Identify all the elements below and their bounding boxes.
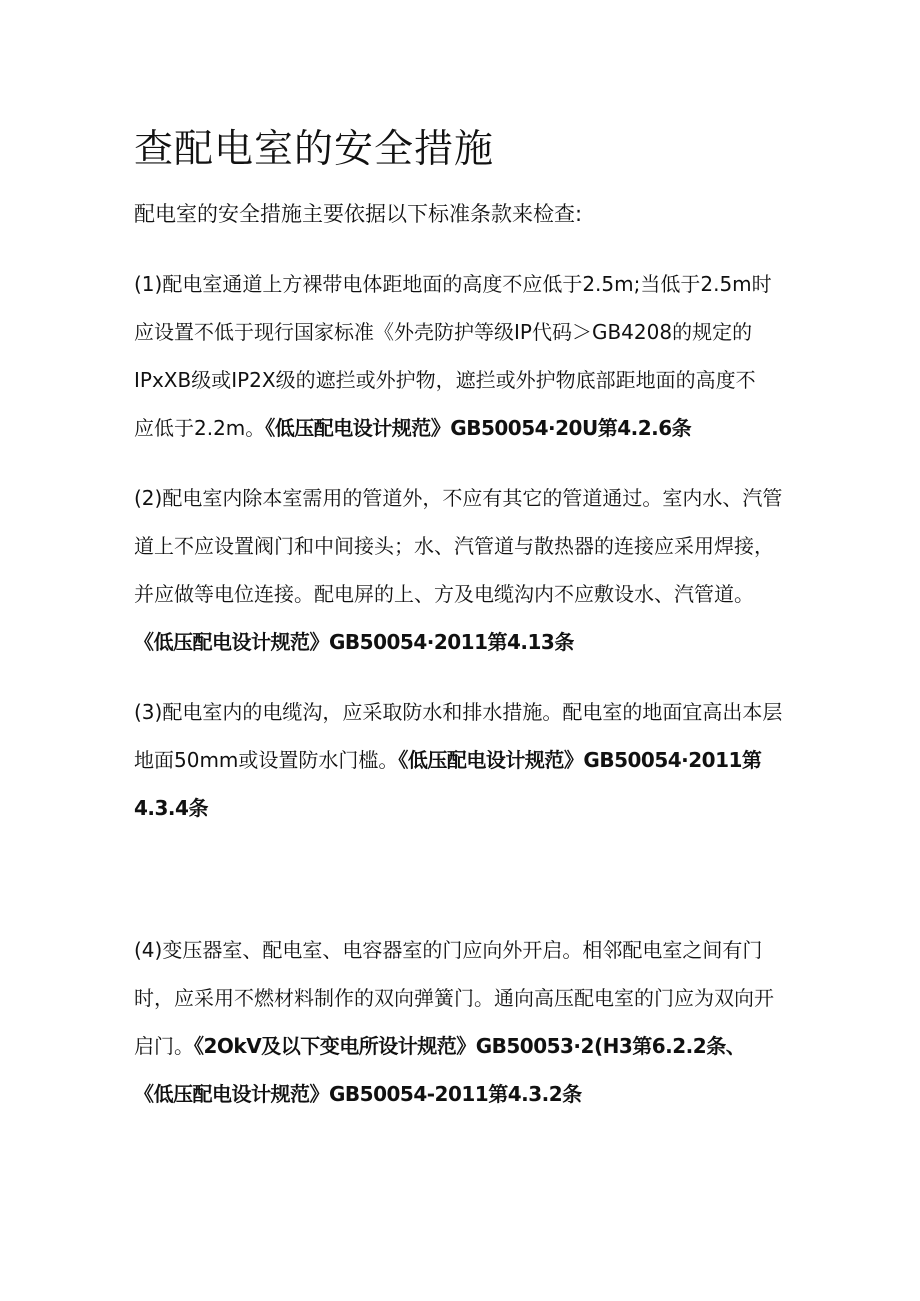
clause-line — [134, 522, 806, 570]
clause-text: (1)配电室通道上方裸带电体距地面的高度不应低于2.5m;当低于2.5m时 — [134, 272, 772, 296]
clause-text: (2)配电室内除本室需用的管道外，不应有其它的管道通过。室内水、汽管 — [134, 486, 783, 510]
standard-reference: 《低压配电设计规范》GB50054-2011第4.3.2条 — [134, 1082, 582, 1106]
clause-text: IPxXB级或IP2X级的遮拦或外护物，遮拦或外护物底部距地面的高度不 — [134, 368, 756, 392]
standard-reference: 《低压配电设计规范》GB50054·2011第 — [398, 748, 762, 772]
clause-line — [134, 926, 806, 974]
standard-reference: 《2OkV及以下变电所设计规范》GB50053·2(H3第6.2.2条、 — [194, 1034, 746, 1058]
clause-2 — [134, 474, 806, 666]
clause-line — [134, 570, 806, 618]
clause-text: 启门。 — [134, 1034, 194, 1058]
clause-line — [134, 356, 806, 404]
clause-line — [134, 688, 806, 736]
clause-line — [134, 974, 806, 1022]
clause-text: 道上不应设置阀门和中间接头；水、汽管道与散热器的连接应采用焊接， — [134, 534, 774, 558]
clause-line — [134, 308, 806, 356]
standard-reference: 《低压配电设计规范》GB50054·2011第4.13条 — [134, 630, 574, 654]
clause-line — [134, 736, 806, 784]
clause-text: 地面50mm或设置防水门槛。 — [134, 748, 399, 772]
standard-reference: 《低压配电设计规范》GB50054·20U第4.2.6条 — [265, 416, 692, 440]
clause-3 — [134, 688, 806, 832]
clause-line — [134, 1022, 806, 1070]
standard-reference: 4.3.4条 — [134, 796, 208, 820]
clause-line — [134, 260, 806, 308]
clause-text: 应设置不低于现行国家标准《外壳防护等级IP代码＞GB4208的规定的 — [134, 320, 753, 344]
clause-text: 时，应采用不燃材料制作的双向弹簧门。通向高压配电室的门应为双向开 — [134, 986, 774, 1010]
clause-line — [134, 784, 806, 832]
clause-line — [134, 474, 806, 522]
clause-4 — [134, 926, 806, 1118]
clause-line — [134, 618, 806, 666]
clause-text: 应低于2.2m。 — [134, 416, 266, 440]
clause-text: 并应做等电位连接。配电屏的上、方及电缆沟内不应敷设水、汽管道。 — [134, 582, 754, 606]
page-title: 查配电室的安全措施 — [134, 127, 495, 172]
clause-line — [134, 1070, 806, 1118]
clause-1 — [134, 260, 806, 452]
clause-line — [134, 404, 806, 452]
clause-text: (3)配电室内的电缆沟，应采取防水和排水措施。配电室的地面宜高出本层 — [134, 700, 783, 724]
clause-text: (4)变压器室、配电室、电容器室的门应向外开启。相邻配电室之间有门 — [134, 938, 763, 962]
intro-paragraph: 配电室的安全措施主要依据以下标准条款来检查: — [134, 202, 583, 226]
